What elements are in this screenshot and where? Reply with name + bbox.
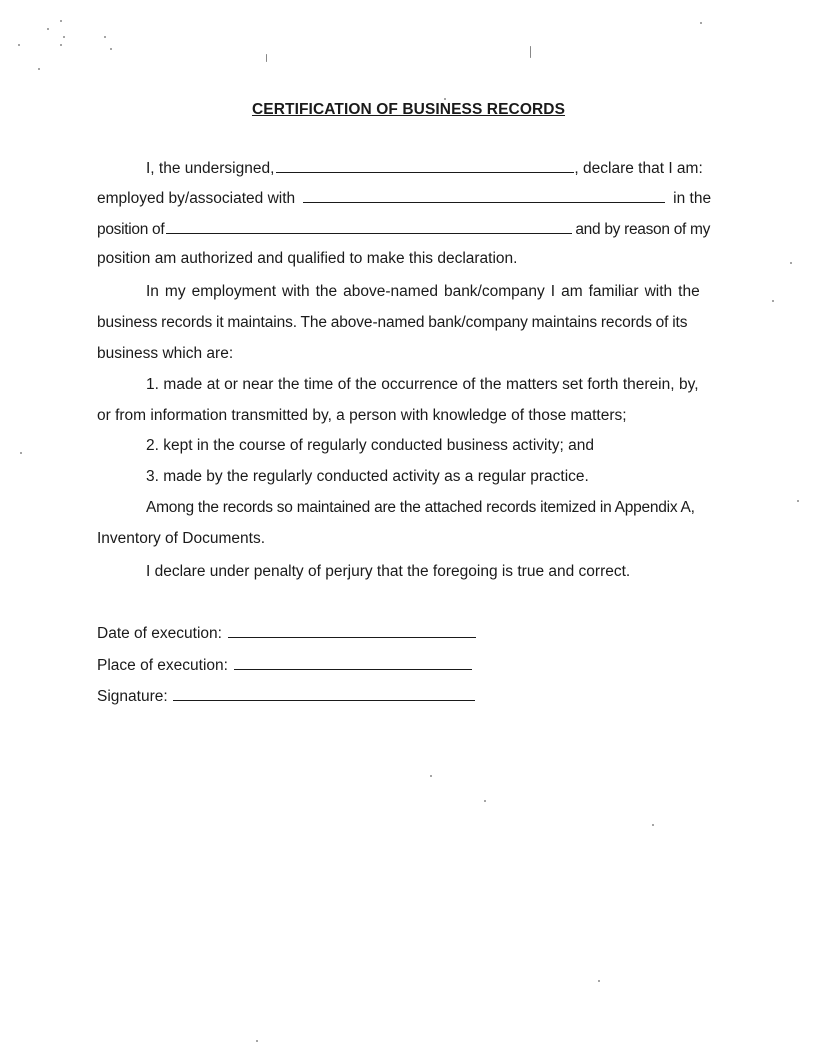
signature-row: [97, 685, 475, 705]
employed-by-label: employed by/associated with: [97, 190, 296, 207]
place-of-execution-blank[interactable]: [234, 654, 472, 670]
paragraph-1-line-4: position am authorized and qualified to make this declaration.: [97, 250, 518, 267]
place-of-execution-label: Place of execution:: [97, 657, 228, 674]
declare-label: , declare that I am:: [574, 160, 703, 177]
paragraph-1-line-2: [97, 187, 721, 207]
paragraph-3-line-1: Among the records so maintained are the attached records itemized in Appendix A,: [146, 499, 695, 516]
paragraph-1-line-3: [97, 218, 721, 238]
date-of-execution-blank[interactable]: [228, 622, 476, 638]
item-1-line-2: or from information transmitted by, a person with knowledge of those matters;: [97, 407, 627, 424]
item-1-line-1: 1. made at or near the time of the occurrence of the matters set forth therein, by,: [146, 376, 699, 393]
paragraph-2-line-1: In my employment with the above-named bank/company I am familiar with the: [146, 283, 700, 300]
signature-blank[interactable]: [173, 685, 475, 701]
employer-blank[interactable]: [303, 187, 665, 203]
document-title: CERTIFICATION OF BUSINESS RECORDS: [251, 101, 566, 118]
undersigned-label: I, the undersigned,: [146, 160, 275, 177]
name-blank[interactable]: [276, 157, 574, 173]
in-the-label: in the: [673, 190, 712, 207]
date-of-execution-row: [97, 622, 476, 642]
position-of-label: position of: [97, 221, 165, 238]
perjury-declaration: I declare under penalty of perjury that the foregoing is true and correct.: [146, 563, 631, 580]
date-of-execution-label: Date of execution:: [97, 625, 222, 642]
paragraph-1-line-1: [97, 157, 770, 177]
place-of-execution-row: [97, 654, 472, 674]
by-reason-label: and by reason of my: [575, 221, 711, 238]
paragraph-2-line-3: business which are:: [97, 345, 234, 362]
paragraph-2-line-2: business records it maintains. The above-named bank/company maintains records of its: [97, 314, 688, 331]
paragraph-3-line-2: Inventory of Documents.: [97, 530, 265, 547]
item-2: 2. kept in the course of regularly conducted business activity; and: [146, 437, 595, 454]
position-blank[interactable]: [166, 218, 572, 234]
item-3: 3. made by the regularly conducted activity as a regular practice.: [146, 468, 589, 485]
signature-label: Signature:: [97, 688, 168, 705]
